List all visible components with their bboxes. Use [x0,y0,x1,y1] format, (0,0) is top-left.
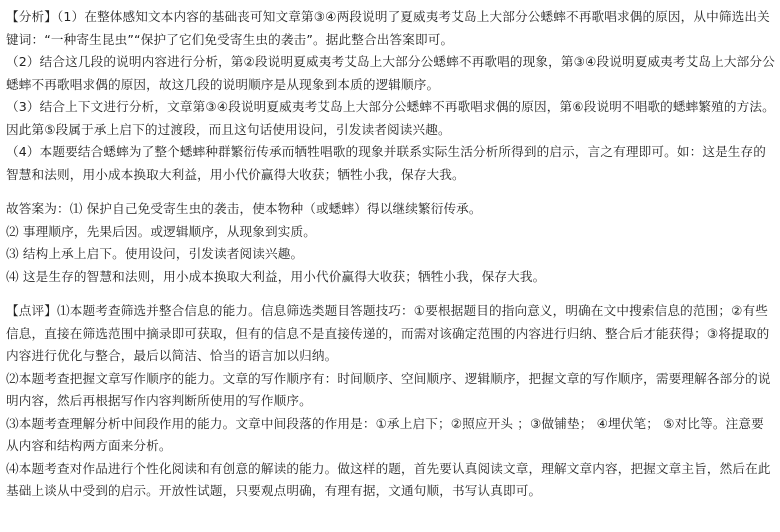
comment-paragraph-4: ⑷本题考查对作品进行个性化阅读和有创意的解读的能力。做这样的题，首先要认真阅读文章，理解文章内容，把握文章主旨，然后在此基础上谈从中受到的启示。开放性试题，只要观点明确，有理有据，文通句顺，书写认真即可。 [6,460,771,498]
comment-paragraph-2: ⑵本题考查把握文章写作顺序的能力。文章的写作顺序有：时间顺序、空间顺序、逻辑顺序，把握文章的写作顺序，需要理解各部分的说明内容，然后再根据写作内容判断所使用的写作顺序。 [6,370,771,408]
section-gap [6,288,776,300]
analysis-paragraph-1: 【分析】（1）在整体感知文本内容的基础丧可知文章第③④两段说明了夏威夷考艾岛上大部分公蟋蟀不再歌唱求偶的原因，从中筛选出关键词：“一种寄生昆虫”“保护了它们免受寄生虫的袭击”。据此整合出答案即可。 [6,9,770,47]
answer-line-2: ⑵ 事理顺序，先果后因。或逻辑顺序，从现象到实质。 [6,223,317,239]
answer-line-1: 故答案为：⑴ 保护自己免受寄生虫的袭击，使本物种（或蟋蟀）得以继续繁衍传承。 [6,201,482,216]
comment-paragraph-3: ⑶本题考查理解分析中间段作用的能力。文章中间段落的作用是：①承上启下；②照应开头 ；③做铺垫； ④埋伏笔； ⑤对比等。注意要从内容和结构两方面来分析。 [6,415,764,453]
comment-paragraph-1: 【点评】⑴本题考查筛选并整合信息的能力。信息筛选类题目答题技巧：①要根据题目的指向意义，明确在文中搜索信息的范围；②有些信息，直接在筛选范围中摘录即可获取，但有的信息不是直接传递的，而需对该确定范围的内容进行归纳、整合后才能获得；③将提取的内容进行优化与整合，最后以简洁、恰当的语言加以归纳。 [6,303,770,363]
answer-line-3: ⑶ 结构上承上启下。使用设问，引发读者阅读兴趣。 [6,246,304,261]
analysis-paragraph-4: （4）本题要结合蟋蟀为了整个蟋蟀种群繁衍传承而牺牲唱歌的现象并联系实际生活分析所得到的启示，言之有理即可。如：这是生存的智慧和法则，用小成本换取大利益，用小代价赢得大收获；牺牲小我，保存大我。 [6,144,767,182]
answer-line-4: ⑷ 这是生存的智慧和法则，用小成本换取大利益，用小代价赢得大收获；牺牲小我，保存大我。 [6,268,546,284]
analysis-paragraph-2: （2）结合这几段的说明内容进行分析，第②段说明夏威夷考艾岛上大部分公蟋蟀不再歌唱的现象，第③④段说明夏威夷考艾岛上大部分公蟋蟀不再歌唱求偶的原因，故这几段的说明顺序是从现象到本质的逻辑顺序。 [6,54,775,92]
analysis-paragraph-3: （3）结合上下文进行分析，文章第③④段说明夏威夷考艾岛上大部分公蟋蟀不再歌唱求偶的原因，第⑥段说明不唱歌的蟋蟀繁殖的方法。因此第⑤段属于承上启下的过渡段，而且这句话使用设问，引发读者阅读兴趣。 [6,99,775,137]
section-gap [6,186,776,198]
